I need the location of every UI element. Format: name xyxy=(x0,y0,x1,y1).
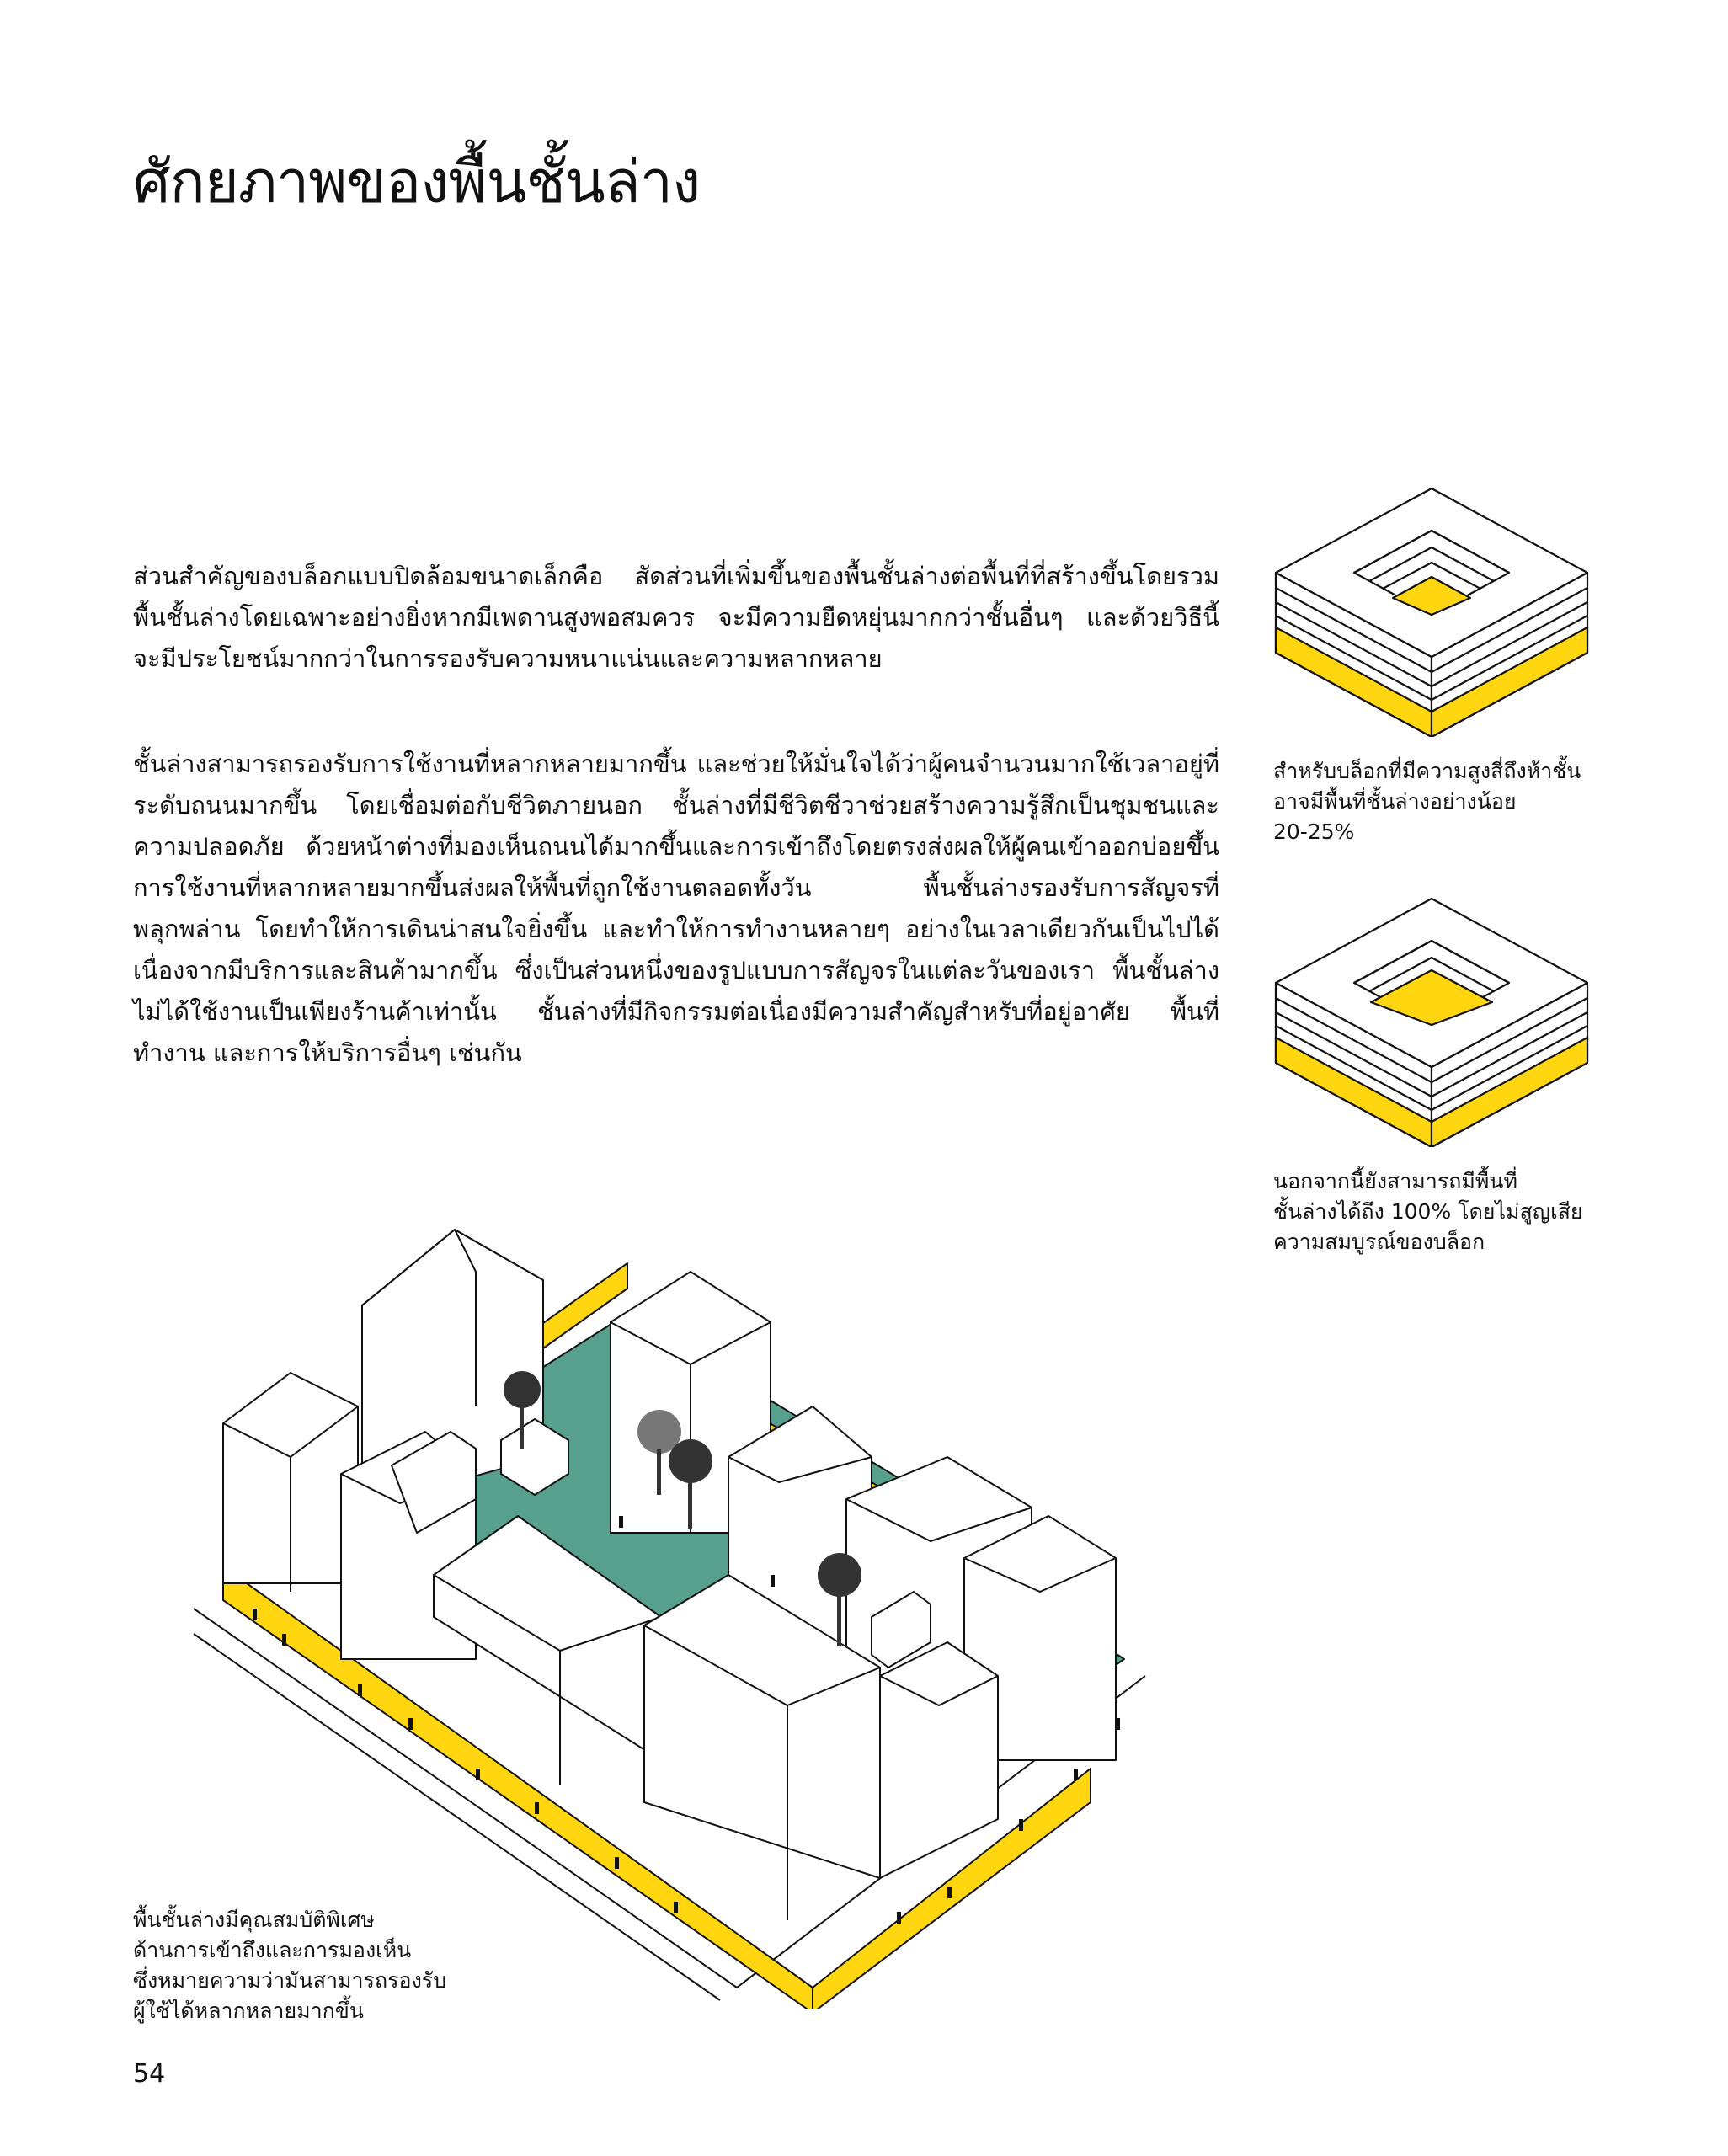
paragraph-ground-floor-uses: ชั้นล่างสามารถรองรับการใช้งานที่หลากหลายมากขึ้น และช่วยให้มั่นใจได้ว่าผู้คนจำนวนมากใช้เวลาอยู่ที่ระดับถนนมากขึ้น โดยเชื่อมต่อกับชีวิตภายนอก ชั้นล่างที่มีชีวิตชีวาช่วยสร้างความรู้สึกเป็นชุมชนและความปลอดภัย ด้วยหน้าต่างที่มองเห็นถนนได้มากขึ้นและการเข้าถึงโดยตรงส่งผลให้ผู้คนเข้าออกบ่อยขึ้น การใช้งานที่หลากหลายมากขึ้นส่งผลให้พื้นที่ถูกใช้งานตลอดทั้งวัน พื้นชั้นล่างรองรับการสัญจรที่พลุกพล่าน โดยทำให้การเดินน่าสนใจยิ่งขึ้น และทำให้การทำงานหลายๆ อย่างในเวลาเดียวกันเป็นไปได้ เนื่องจากมีบริการและสินค้ามากขึ้น ซึ่งเป็นส่วนหนึ่งของรูปแบบการสัญจรในแต่ละวันของเรา พื้นชั้นล่างไม่ได้ใช้งานเป็นเพียงร้านค้าเท่านั้น ชั้นล่างที่มีกิจกรรมต่อเนื่องมีความสำคัญสำหรับที่อยู่อาศัย พื้นที่ทำงาน และการให้บริการอื่นๆ เช่นกัน xyxy=(133,750,1219,1067)
caption-line: ด้านการเข้าถึงและการมองเห็น xyxy=(133,1938,412,1962)
axonometric-block-diagram xyxy=(189,1179,1171,2009)
page-title: ศักยภาพของพื้นชั้นล่าง xyxy=(133,147,701,216)
block-diagram-full xyxy=(1272,886,1592,1147)
caption-line: ซึ่งหมายความว่ามันสามารถรองรับ xyxy=(133,1968,447,1993)
caption-line: 20-25% xyxy=(1273,819,1355,844)
paragraph-intro: ส่วนสำคัญของบล็อกแบบปิดล้อมขนาดเล็กคือ สัดส่วนที่เพิ่มขึ้นของพื้นชั้นล่างต่อพื้นที่ที่สร้างขึ้นโดยรวม พื้นชั้นล่างโดยเฉพาะอย่างยิ่งหากมีเพดานสูงพอสมควร จะมีความยืดหยุ่นมากกว่าชั้นอื่นๆ และด้วยวิธีนี้ จะมีประโยชน์มากกว่าในการรองรับความหนาแน่นและความหลากหลาย xyxy=(133,562,1219,673)
caption-block-perimeter xyxy=(1273,756,1627,847)
caption-line: ผู้ใช้ได้หลากหลายมากขึ้น xyxy=(133,1999,364,2023)
caption-line: ความสมบูรณ์ของบล็อก xyxy=(1273,1230,1485,1254)
caption-line: พื้นชั้นล่างมีคุณสมบัติพิเศษ xyxy=(133,1908,375,1932)
caption-line: นอกจากนี้ยังสามารถมีพื้นที่ xyxy=(1273,1169,1517,1193)
caption-line: อาจมีพื้นที่ชั้นล่างอย่างน้อย xyxy=(1273,789,1517,814)
page-number: 54 xyxy=(133,2059,166,2089)
caption-block-full xyxy=(1273,1166,1627,1257)
caption-line: ชั้นล่างได้ถึง 100% โดยไม่สูญเสีย xyxy=(1273,1199,1583,1224)
block-diagram-perimeter xyxy=(1272,476,1592,737)
caption-axonometric xyxy=(133,1905,520,2026)
caption-line: สำหรับบล็อกที่มีความสูงสี่ถึงห้าชั้น xyxy=(1273,759,1581,783)
